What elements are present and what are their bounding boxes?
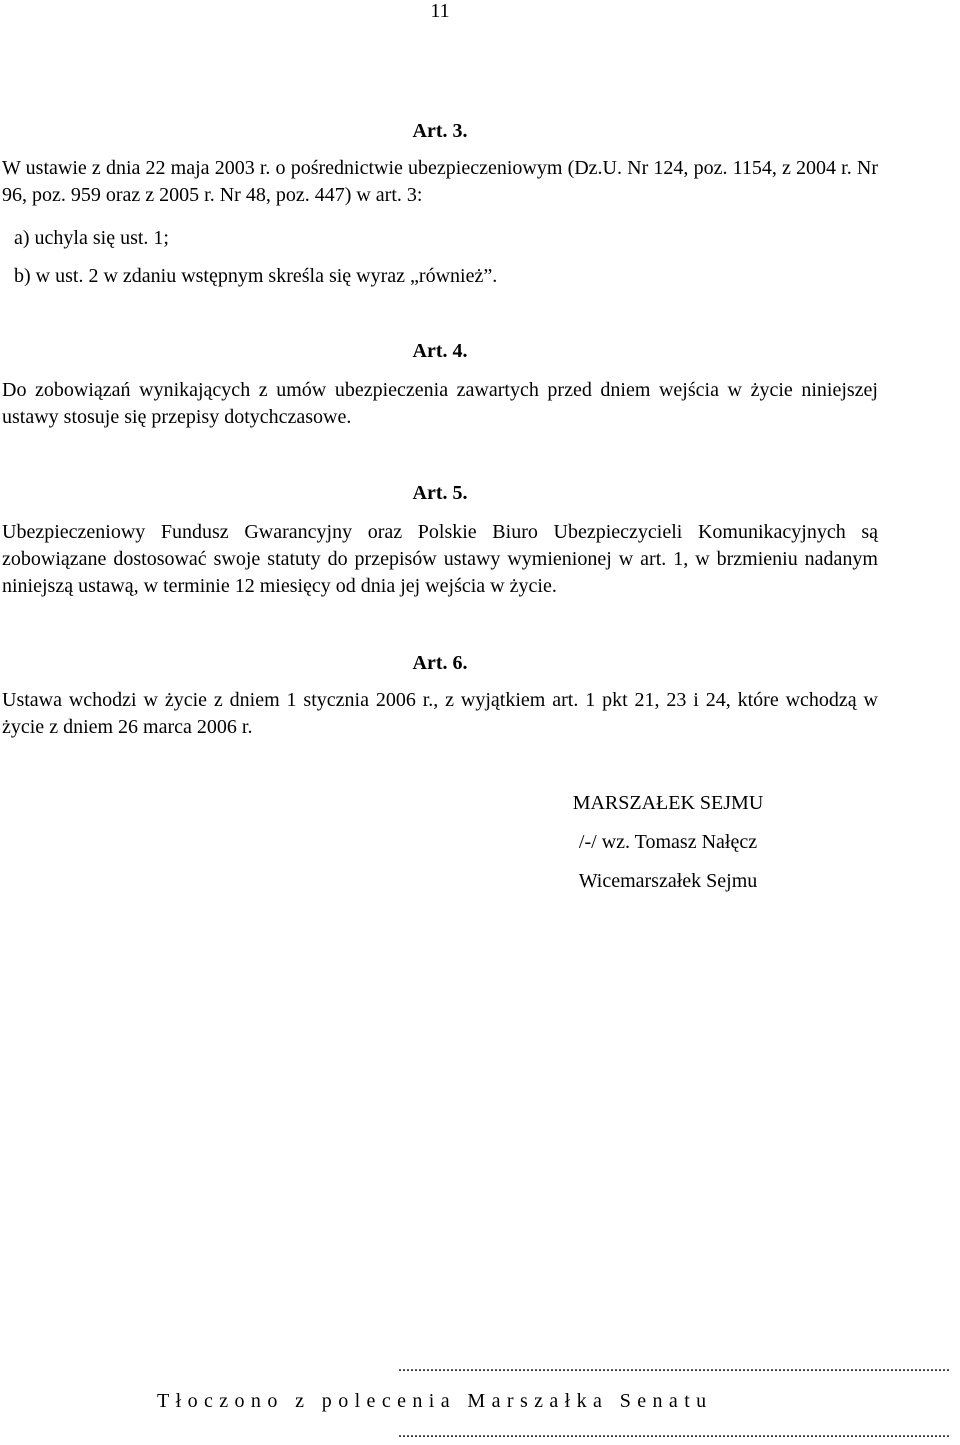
art5-text: Ubezpieczeniowy Fundusz Gwarancyjny oraz Polskie Biuro Ubezpieczycieli Komunikacyjnych są zobowiązane dostosować swoje statuty do przepisów ustawy wymienionej w art. 1, w brzmieniu nadanym niniejszą ustawą, w terminie 12 miesięcy od dnia jej wejścia w życie. [2, 521, 878, 597]
art3-intro: W ustawie z dnia 22 maja 2003 r. o pośrednictwie ubezpieczeniowym (Dz.U. Nr 124, poz. 1154, z 2004 r. Nr 96, poz. 959 oraz z 2005 r. Nr 48, poz. 447) w art. 3: [2, 157, 878, 206]
footer-dots-bottom: .......................................................................................................................................... [398, 1424, 950, 1441]
footer-text: Tłoczono z polecenia Marszałka Senatu [157, 1390, 713, 1412]
art6-text: Ustawa wchodzi w życie z dniem 1 stycznia 2006 r., z wyjątkiem art. 1 pkt 21, 23 i 24, które wchodzą w życie z dniem 26 marca 2006 r. [2, 689, 878, 738]
art3-heading: Art. 3. [412, 120, 468, 142]
signature-name: /-/ wz. Tomasz Nałęcz [578, 831, 758, 853]
page-number: 11 [430, 0, 450, 22]
signature-role: Wicemarszałek Sejmu [578, 870, 758, 892]
art3-item-b: b) w ust. 2 w zdaniu wstępnym skreśla się wyraz „również”. [14, 265, 498, 287]
footer-dots-top: .......................................................................................................................................... [398, 1358, 950, 1375]
art4-heading: Art. 4. [412, 340, 468, 362]
art5-heading: Art. 5. [412, 482, 468, 504]
signature-title: MARSZAŁEK SEJMU [572, 792, 764, 814]
art3-item-a: a) uchyla się ust. 1; [14, 227, 169, 249]
art4-text: Do zobowiązań wynikających z umów ubezpieczenia zawartych przed dniem wejścia w życie niniejszej ustawy stosuje się przepisy dotychczasowe. [2, 379, 878, 428]
art6-heading: Art. 6. [412, 652, 468, 674]
